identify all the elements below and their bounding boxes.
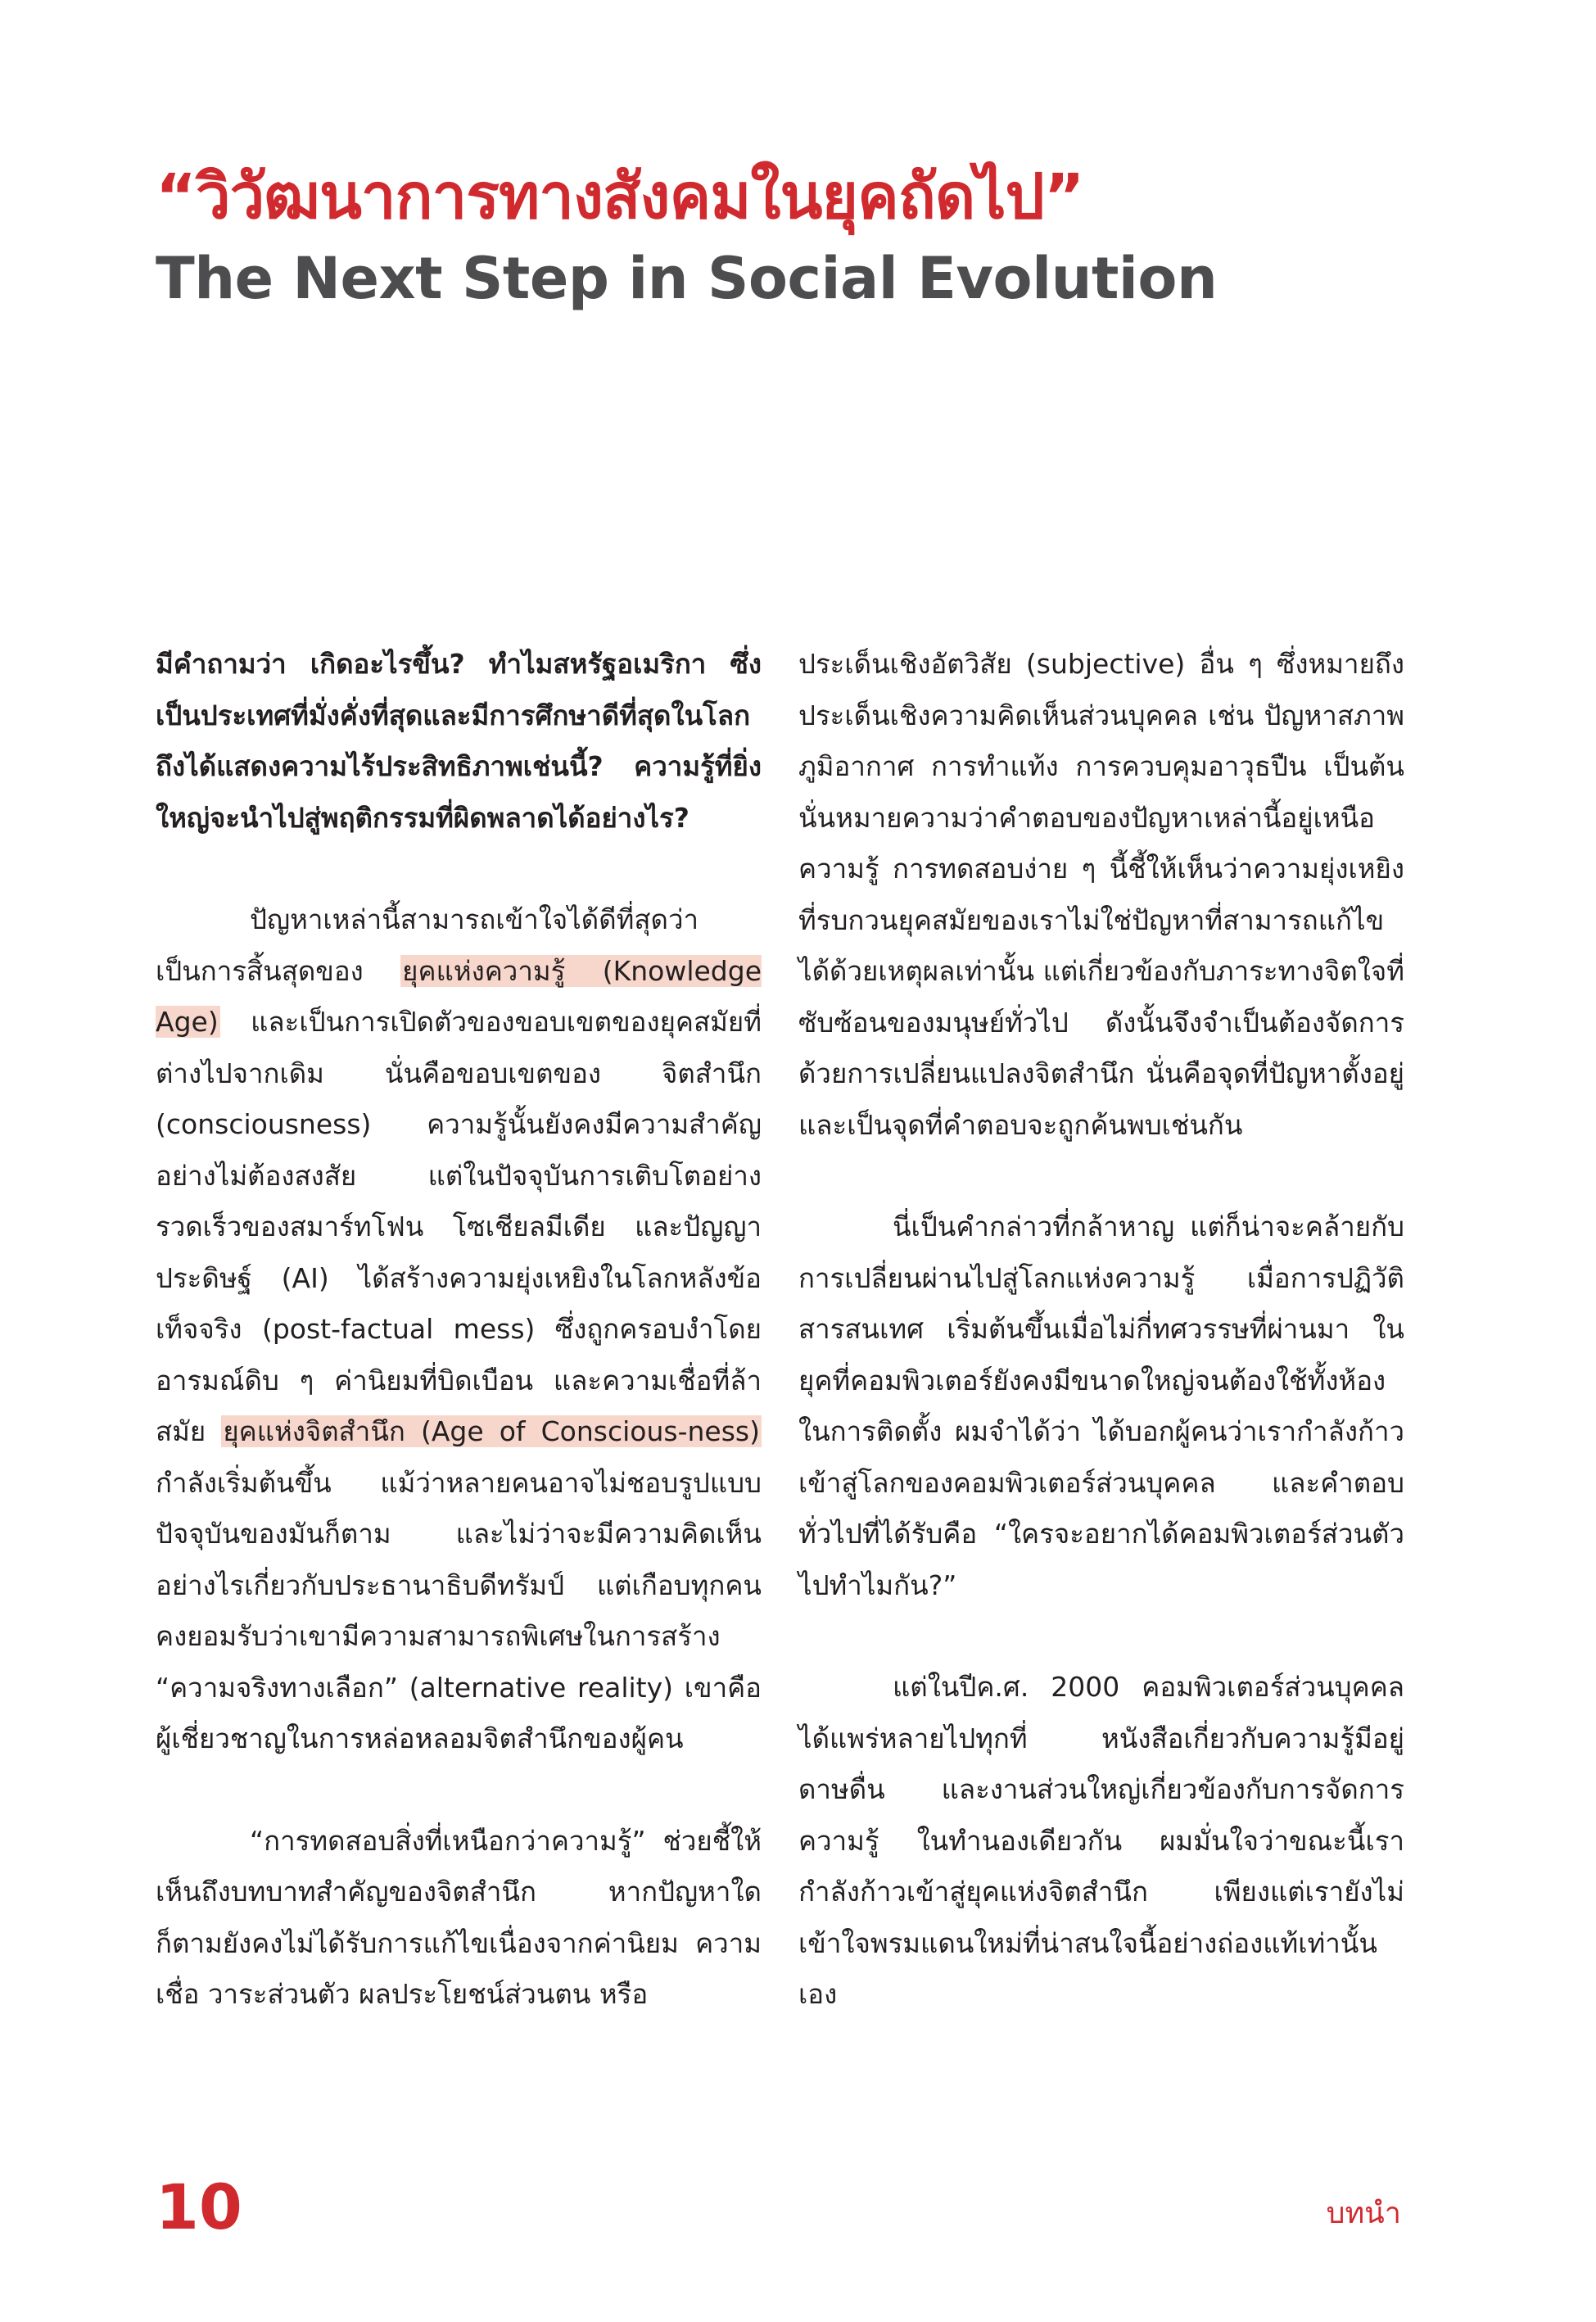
knowledge-age-paragraph bbox=[156, 894, 762, 1765]
paragraph-text: และเป็นการเปิดตัวของขอบเขตของยุคสมัยที่ต่างไปจากเดิม นั่นคือขอบเขตของ จิตสำนึก (consciousness) ความรู้นั้นยังคงมีความสำคัญอย่างไม่ต้องสงสัย แต่ในปัจจุบันการเติบโตอย่างรวดเร็วของสมาร์ทโฟน โซเชียลมีเดีย และปัญญาประดิษฐ์ (AI) ได้สร้างความยุ่งเหยิงในโลกหลังข้อเท็จจริง (post-factual mess) ซึ่งถูกครอบงำโดยอารมณ์ดิบ ๆ ค่านิยมที่บิดเบือน และความเชื่อที่ล้าสมัย bbox=[156, 1006, 762, 1447]
left-column bbox=[156, 639, 762, 2021]
right-column bbox=[798, 639, 1404, 2021]
paragraph-gap bbox=[798, 1611, 1404, 1662]
beyond-knowledge-test-paragraph: “การทดสอบสิ่งที่เหนือกว่าความรู้” ช่วยชี้ให้เห็นถึงบทบาทสำคัญของจิตสำนึก หากปัญหาใดก็ตามยังคงไม่ได้รับการแก้ไขเนื่องจากค่านิยม ความเชื่อ วาระส่วนตัว ผลประโยชน์ส่วนตน หรือ bbox=[156, 1824, 762, 2010]
paragraph-text: กำลังเริ่มต้นขึ้น แม้ว่าหลายคนอาจไม่ชอบรูปแบบปัจจุบันของมันก็ตาม และไม่ว่าจะมีความคิดเห็นอย่างไรเกี่ยวกับประธานาธิบดีทรัมป์ แต่เกือบทุกคนคงยอมรับว่าเขามีความสามารถพิเศษในการสร้าง “ความจริงทางเลือก” (alternative reality) เขาคือผู้เชี่ยวชาญในการหล่อหลอมจิตสำนึกของผู้คน bbox=[156, 1466, 762, 1754]
paragraph-text: ปัญหาเหล่านี้สามารถเข้าใจได้ดีที่สุดว่าเป็นการสิ้นสุดของ bbox=[156, 903, 699, 987]
paragraph-gap bbox=[156, 844, 762, 894]
section-label: บทนำ bbox=[1326, 2197, 1401, 2230]
lead-question-paragraph: มีคำถามว่า เกิดอะไรขึ้น? ทำไมสหรัฐอเมริกา ซึ่งเป็นประเทศที่มั่งคั่งที่สุดและมีการศึกษาดีที่สุดในโลก ถึงได้แสดงความไร้ประสิทธิภาพเช่นนี้? ความรู้ที่ยิ่งใหญ่จะนำไปสู่พฤติกรรมที่ผิดพลาดได้อย่างไร? bbox=[156, 648, 762, 834]
subjective-issues-paragraph: ประเด็นเชิงอัตวิสัย (subjective) อื่น ๆ ซึ่งหมายถึงประเด็นเชิงความคิดเห็นส่วนบุคคล เช่น ปัญหาสภาพภูมิอากาศ การทำแท้ง การควบคุมอาวุธปืน เป็นต้น นั่นหมายความว่าคำตอบของปัญหาเหล่านี้อยู่เหนือความรู้ การทดสอบง่าย ๆ นี้ชี้ให้เห็นว่าความยุ่งเหยิงที่รบกวนยุคสมัยของเราไม่ใช่ปัญหาที่สามารถแก้ไขได้ด้วยเหตุผลเท่านั้น แต่เกี่ยวข้องกับภาระทางจิตใจที่ซับซ้อนของมนุษย์ทั่วไป ดังนั้นจึงจำเป็นต้องจัดการด้วยการเปลี่ยนแปลงจิตสำนึก นั่นคือจุดที่ปัญหาตั้งอยู่ และเป็นจุดที่คำตอบจะถูกค้นพบเช่นกัน bbox=[798, 648, 1404, 1141]
information-revolution-paragraph: นี่เป็นคำกล่าวที่กล้าหาญ แต่ก็น่าจะคล้ายกับการเปลี่ยนผ่านไปสู่โลกแห่งความรู้ เมื่อการปฏิวัติสารสนเทศ เริ่มต้นขึ้นเมื่อไม่กี่ทศวรรษที่ผ่านมา ในยุคที่คอมพิวเตอร์ยังคงมีขนาดใหญ่จนต้องใช้ทั้งห้องในการติดตั้ง ผมจำได้ว่า ได้บอกผู้คนว่าเรากำลังก้าวเข้าสู่โลกของคอมพิวเตอร์ส่วนบุคคล และคำตอบทั่วไปที่ได้รับคือ “ใครจะอยากได้คอมพิวเตอร์ส่วนตัวไปทำไมกัน?” bbox=[798, 1211, 1404, 1601]
chapter-title-english: The Next Step in Social Evolution bbox=[156, 245, 1218, 312]
highlight-knowledge-age: ยุคแห่งความรู้ (Knowledge Age) bbox=[156, 954, 762, 1038]
paragraph-gap bbox=[798, 1151, 1404, 1202]
year-2000-paragraph: แต่ในปีค.ศ. 2000 คอมพิวเตอร์ส่วนบุคคลได้แพร่หลายไปทุกที่ หนังสือเกี่ยวกับความรู้มีอยู่ดาษดื่น และงานส่วนใหญ่เกี่ยวข้องกับการจัดการความรู้ ในทำนองเดียวกัน ผมมั่นใจว่าขณะนี้เรากำลังก้าวเข้าสู่ยุคแห่งจิตสำนึก เพียงแต่เรายังไม่เข้าใจพรมแดนใหม่ที่น่าสนใจนี้อย่างถ่องแท้เท่านั้นเอง bbox=[798, 1671, 1404, 2010]
chapter-title-thai: “วิวัฒนาการทางสังคมในยุคถัดไป” bbox=[156, 160, 1084, 233]
highlight-age-of-consciousness: ยุคแห่งจิตสำนึก (Age of Conscious-ness) bbox=[223, 1415, 760, 1447]
paragraph-gap bbox=[156, 1765, 762, 1816]
page-number: 10 bbox=[156, 2170, 242, 2243]
